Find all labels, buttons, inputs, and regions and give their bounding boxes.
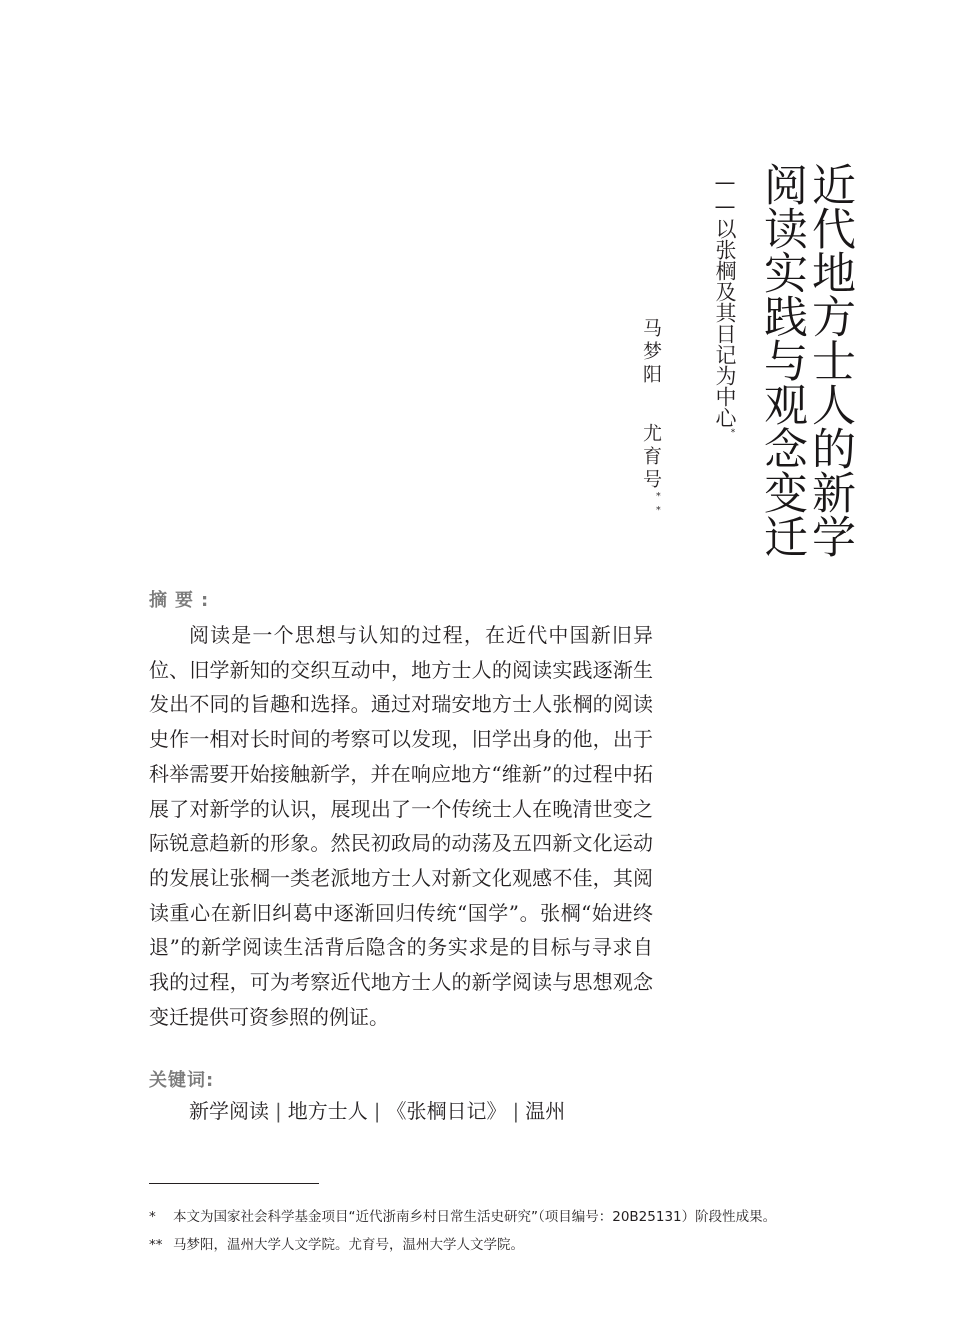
keyword-separator: | (512, 1099, 520, 1123)
footnote-rule (149, 1183, 319, 1184)
keyword-separator: | (275, 1099, 282, 1123)
keyword-separator: | (373, 1099, 381, 1123)
author-1: 马梦阳 (640, 318, 662, 387)
authors (640, 318, 662, 520)
author-2: 尤育号 (640, 423, 662, 492)
keyword-item: 《张棡日记》 (386, 1099, 507, 1123)
keywords-row (189, 1096, 565, 1126)
title-line-1: 近代地方士人的新学 (804, 162, 855, 558)
title-line-2: 阅读实践与观念变迁 (756, 162, 807, 558)
subtitle-text: ——以张棡及其日记为中心 (713, 170, 737, 428)
keyword-item: 地方士人 (287, 1099, 368, 1123)
keyword-item: 新学阅读 (189, 1099, 269, 1123)
subtitle (712, 170, 738, 438)
footnote-2 (149, 1236, 524, 1254)
abstract-text: 阅读是一个思想与认知的过程，在近代中国新旧异位、旧学新知的交织互动中，地方士人的阅读实践逐渐生发出不同的旨趣和选择。通过对瑞安地方士人张棡的阅读史作一相对长时间的考察可以发现，旧学出身的他，出于科举需要开始接触新学，并在响应地方“维新”的过程中拓展了对新学的认识，展现出了一个传统士人在晚清世变之际锐意趋新的形象。然民初政局的动荡及五四新文化运动的发展让张棡一类老派地方士人对新文化观感不佳，其阅读重心在新旧纠葛中逐渐回归传统“国学”。张棡“始进终退”的新学阅读生活背后隐含的务实求是的目标与寻求自我的过程，可为考察近代地方士人的新学阅读与思想观念变迁提供可资参照的例证。 (149, 623, 653, 1029)
keyword-item: 温州 (525, 1099, 566, 1123)
abstract-label: 摘要: (149, 590, 217, 611)
footnote-1-mark: * (149, 1209, 156, 1225)
authors-note-mark: ** (653, 492, 664, 520)
keywords-label: 关键词: (149, 1070, 215, 1091)
footnote-2-mark: ** (149, 1237, 163, 1253)
footnote-1-text: 本文为国家社会科学基金项目“近代浙南乡村日常生活史研究”（项目编号：20B25131）阶段性成果。 (173, 1209, 777, 1225)
footnote-1 (149, 1208, 776, 1226)
footnote-2-text: 马梦阳，温州大学人文学院。尤育号，温州大学人文学院。 (173, 1237, 524, 1253)
subtitle-note-mark: * (728, 428, 738, 438)
